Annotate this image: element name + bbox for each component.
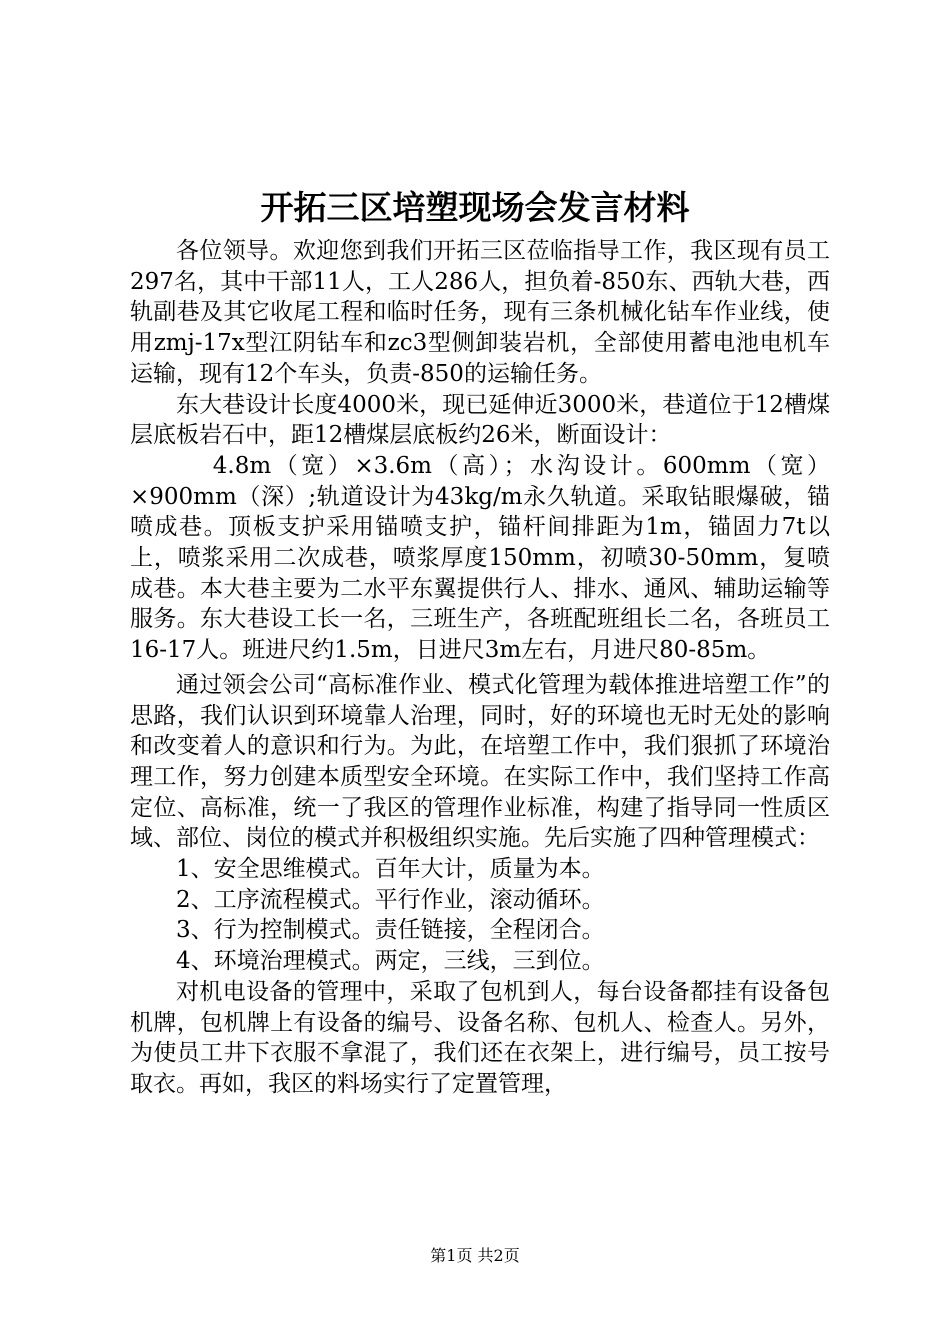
page-title: 开拓三区培塑现场会发言材料 (260, 188, 690, 227)
paragraph-management-approach: 通过领会公司“高标准作业、模式化管理为载体推进培塑工作”的思路，我们认识到环境靠人治理，同时，好的环境也无时无处的影响和改变着人的意识和行为。为此，在培塑工作中，我们狠抓了环境治理工作，努力创建本质型安全环境。在实际工作中，我们坚持工作高定位、高标准，统一了我区的管理作业标准，构建了指导同一性质区域、部位、岗位的模式并积极组织实施。先后实施了四种管理模式： (130, 671, 830, 852)
list-item-process-mode: 2、工序流程模式。平行作业，滚动循环。 (176, 886, 605, 913)
list-item-safety-mode: 1、安全思维模式。百年大计，质量为本。 (176, 856, 605, 883)
paragraph-equipment-management: 对机电设备的管理中，采取了包机到人，每台设备都挂有设备包机牌，包机牌上有设备的编号、设备名称、包机人、检查人。另外，为使员工井下衣服不拿混了，我们还在衣架上，进行编号，员工按号取衣。再如，我区的料场实行了定置管理， (130, 978, 830, 1097)
paragraph-east-roadway: 东大巷设计长度4000米，现已延伸近3000米，巷道位于12槽煤层底板岩石中，距12槽煤层底板约26米，断面设计： (130, 391, 830, 449)
paragraph-intro: 各位领导。欢迎您到我们开拓三区莅临指导工作，我区现有员工297名，其中干部11人，工人286人，担负着-850东、西轨大巷，西轨副巷及其它收尾工程和临时任务，现有三条机械化钻车作业线，使用zmj-17x型江阴钻车和zc3型侧卸装岩机，全部使用蓄电池电机车运输，现有12个车头，负责-850的运输任务。 (130, 238, 830, 387)
paragraph-section-design: 4.8m（宽）×3.6m（高）；水沟设计。600mm（宽）×900mm（深）;轨道设计为43kg/m永久轨道。采取钻眼爆破，锚喷成巷。顶板支护采用锚喷支护，锚杆间排距为1m，锚固力7t以上，喷浆采用二次成巷，喷浆厚度150mm，初喷30-50mm，复喷成巷。本大巷主要为二水平东翼提供行人、排水、通风、辅助运输等服务。东大巷设工长一名，三班生产，各班配班组长二名，各班员工16-17人。班进尺约1.5m，日进尺3m左右，月进尺80-85m。 (130, 452, 830, 664)
page-footer: 第1页 共2页 (430, 1246, 520, 1265)
list-item-environment-mode: 4、环境治理模式。两定，三线，三到位。 (176, 948, 605, 975)
document-body (130, 236, 830, 1100)
list-item-behavior-mode: 3、行为控制模式。责任链接，全程闭合。 (176, 917, 605, 944)
